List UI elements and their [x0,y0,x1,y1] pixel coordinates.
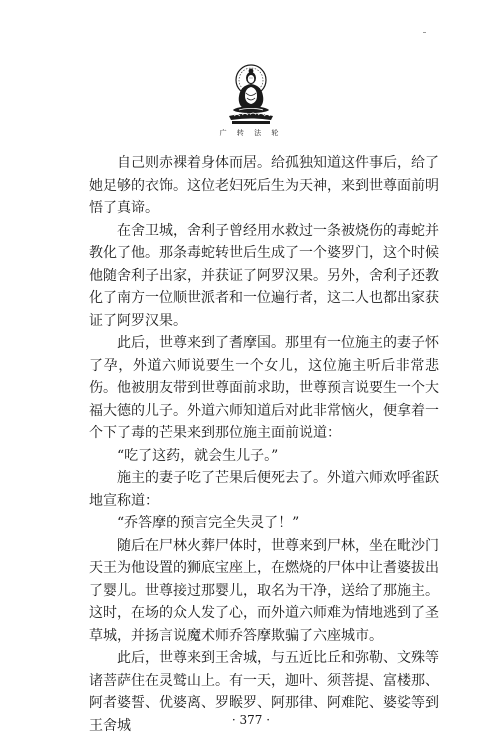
paragraph: 在舍卫城，舍利子曾经用水救过一条被烧伤的毒蛇并教化了他。那条毒蛇转世后生成了一个婆罗门，这个时候他随舍利子出家，并获证了阿罗汉果。另外，舍利子还教化了南方一位顺世派者和一位遍行者，这二人也都出家获证了阿罗汉果。 [89,222,439,329]
page-header [0,60,502,138]
quote-paragraph: “乔答摩的预言完全失灵了！” [117,515,300,531]
corner-mark [423,32,426,33]
header-caption: 广 转 法 轮 [219,129,283,137]
paragraph: 随后在尸林火葬尸体时，世尊来到尸林，坐在毗沙门天王为他设置的狮底宝座上，在燃烧的尸体中让耆婆拔出了婴儿。世尊接过那婴儿，取名为干净，送给了那施主。这时，在场的众人发了心，而外道六师难为情地逃到了圣草城，并扬言说魔术师乔答摩欺骗了六座城市。 [89,537,439,644]
paragraph: 此后，世尊来到了耆摩国。那里有一位施主的妻子怀了孕，外道六师说要生一个女儿，这位施主听后非常悲伤。他被朋友带到世尊面前求助，世尊预言说要生一个大福大德的儿子。外道六师知道后对此非常恼火，便拿着一个下了毒的芒果来到那位施主面前说道： [89,335,439,441]
quote-paragraph: “吃了这药，就会生儿子。” [117,447,279,464]
paragraph: 施主的妻子吃了芒果后便死去了。外道六师欢呼雀跃地宣称道： [89,470,439,509]
paragraph: 自己则赤裸着身体而居。给孤独知道这件事后，给了她足够的衣饰。这位老妇死后生为天神，来到世尊面前明悟了真谛。 [89,155,439,216]
seated-buddha-icon [222,60,280,126]
paragraph: 此后，世尊来到王舍城，与五近比丘和弥勒、文殊等诸菩萨住在灵鹫山上。有一天，迦叶、须菩提、富楼那、阿者婆誓、优婆离、罗睺罗、阿那律、阿难陀、婆娑等到王舍城 [89,650,439,734]
page-number: · 377 · [231,713,271,727]
body-text [89,152,439,737]
